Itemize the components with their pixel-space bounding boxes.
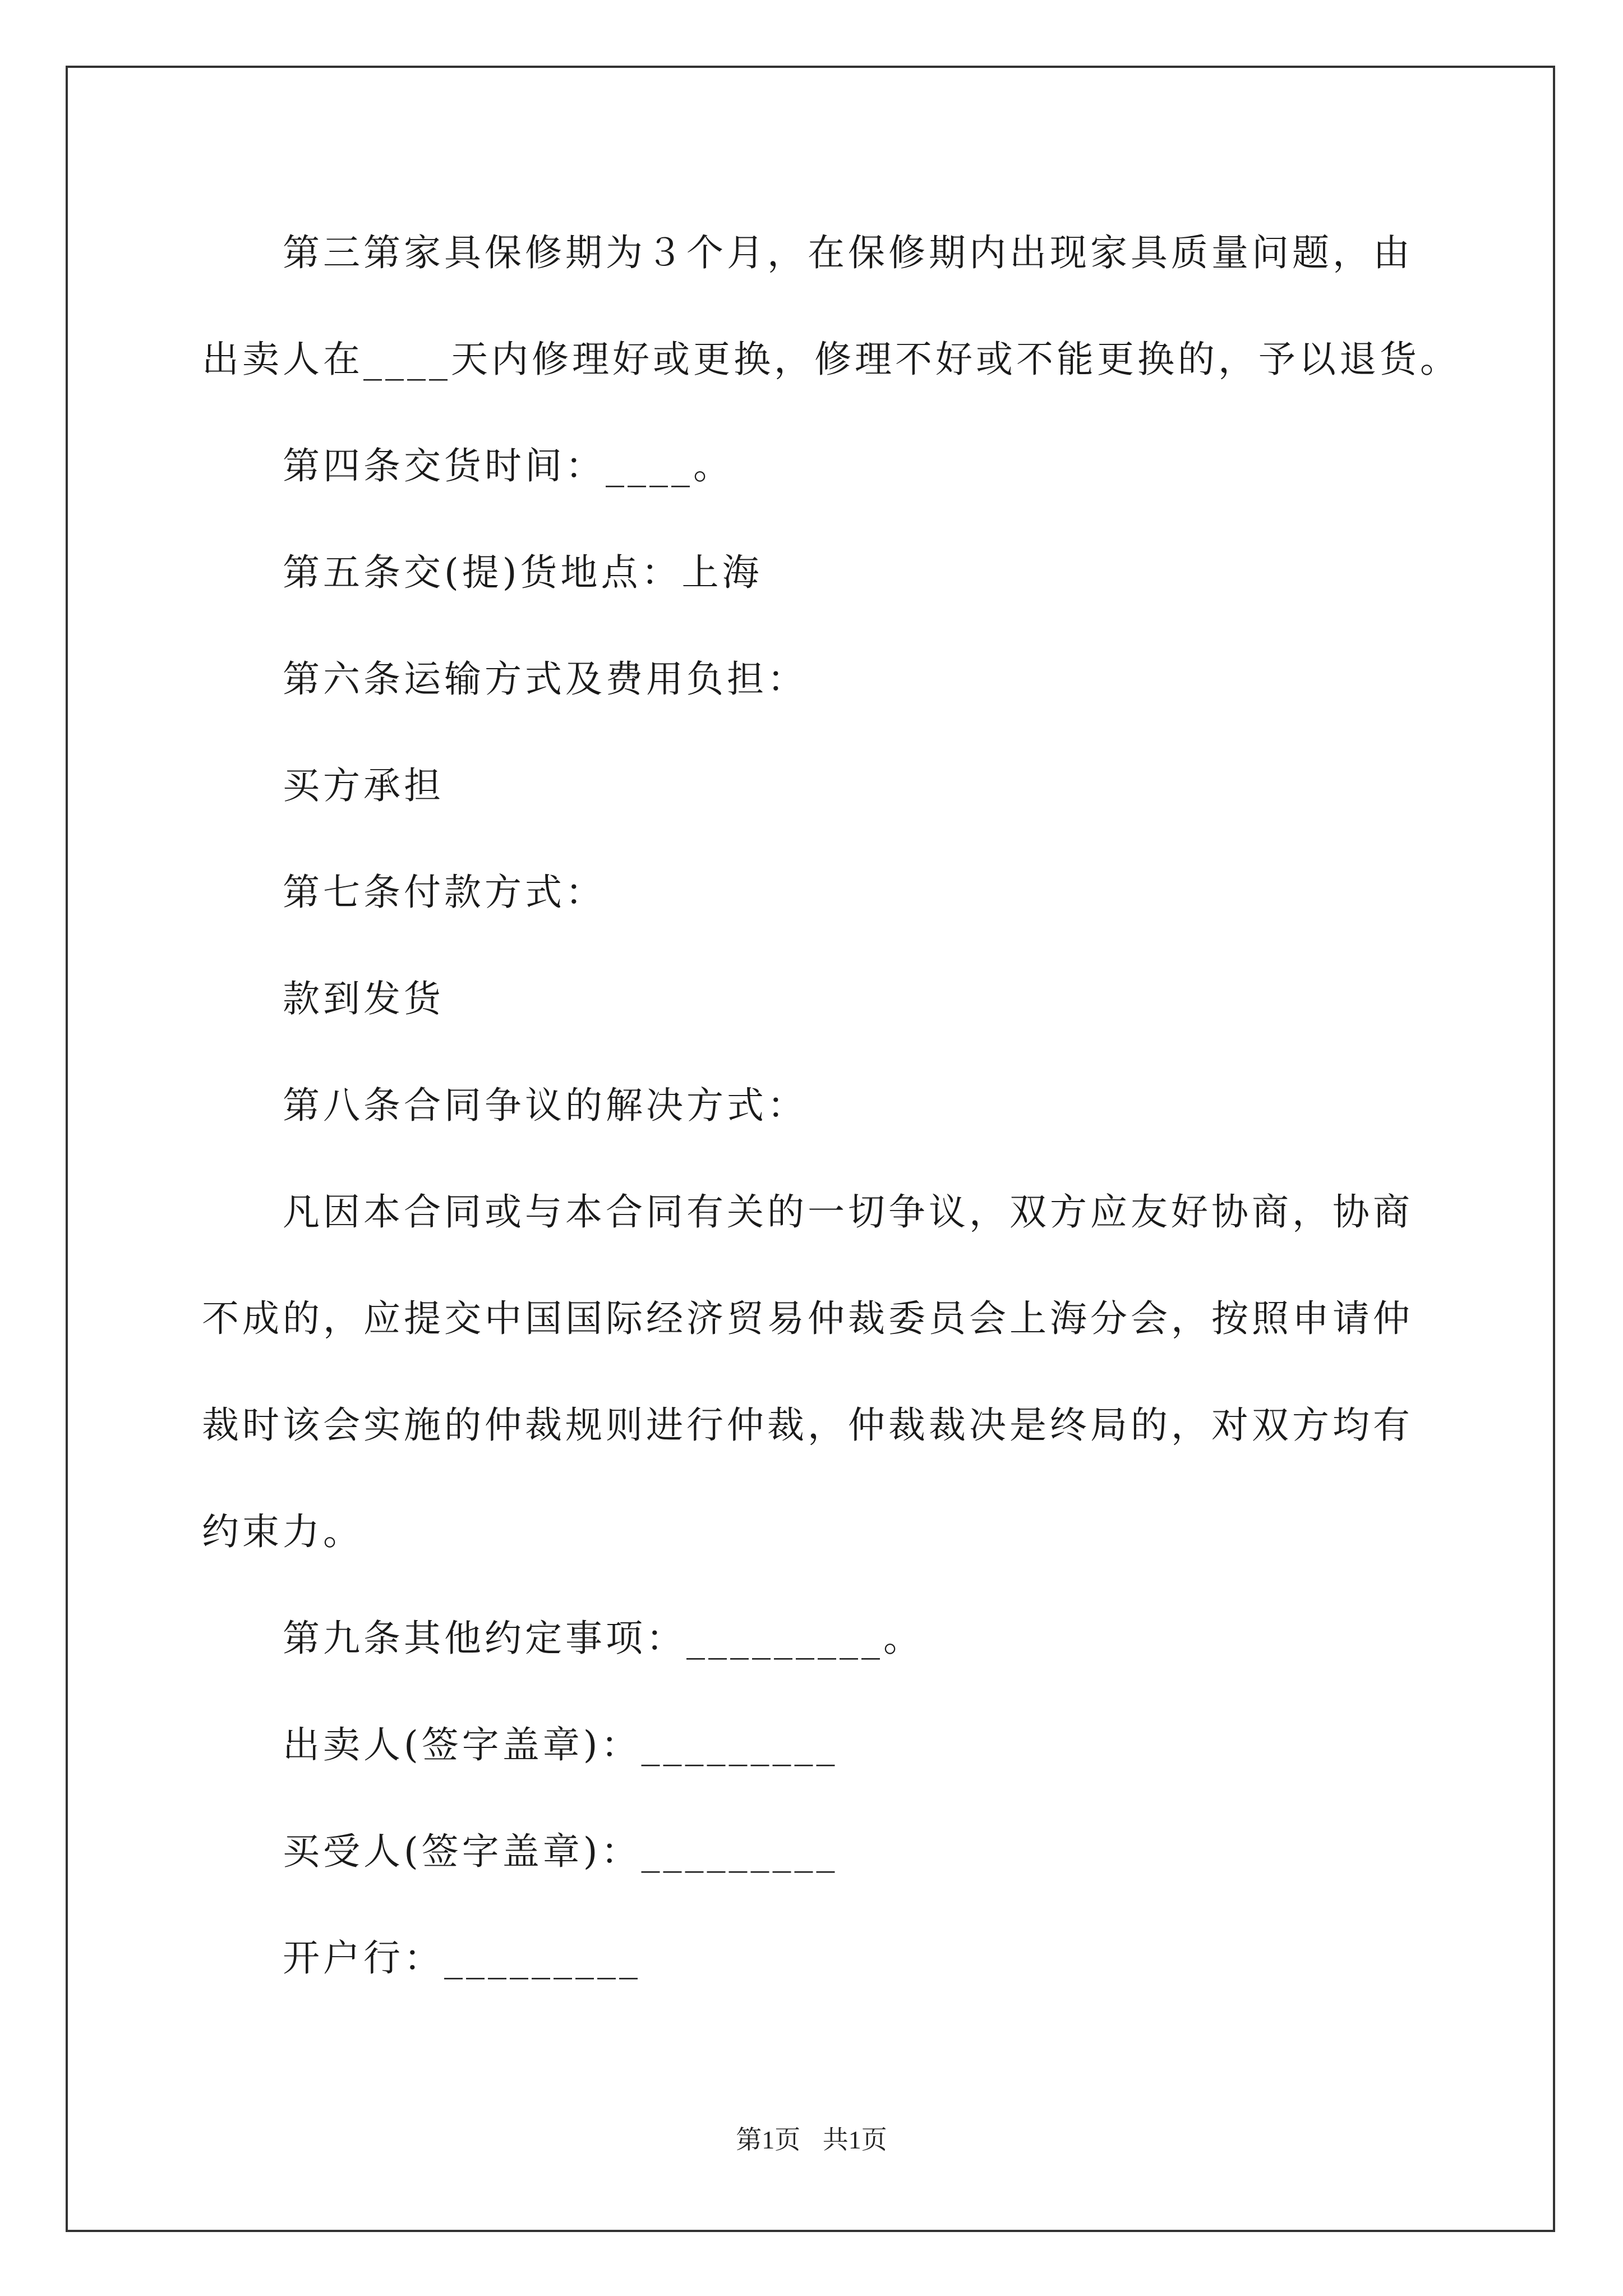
clause-8-heading: 第八条合同争议的解决方式： bbox=[283, 1084, 808, 1127]
clause-6-heading: 第六条运输方式及费用负担： bbox=[283, 657, 808, 701]
clause-9: 第九条其他约定事项：_________。 bbox=[283, 1617, 924, 1660]
clause-5: 第五条交(提)货地点：上海 bbox=[283, 551, 763, 594]
clause-8-body-line-1: 凡因本合同或与本合同有关的一切争议，双方应友好协商，协商 bbox=[283, 1190, 1413, 1234]
clause-4: 第四条交货时间：____。 bbox=[283, 444, 734, 487]
clause-3-line-1: 第三第家具保修期为３个月，在保修期内出现家具质量问题，由 bbox=[283, 231, 1413, 274]
clause-8-body-line-4: 约束力。 bbox=[202, 1510, 363, 1553]
clause-8-body-line-2: 不成的，应提交中国国际经济贸易仲裁委员会上海分会，按照申请仲 bbox=[202, 1297, 1413, 1340]
clause-6-body: 买方承担 bbox=[283, 764, 444, 807]
clause-7-body: 款到发货 bbox=[283, 977, 444, 1020]
buyer-signature: 买受人(签字盖章)：_________ bbox=[283, 1830, 838, 1873]
clause-7-heading: 第七条付款方式： bbox=[283, 871, 606, 914]
page-border bbox=[66, 66, 1555, 2232]
clause-3-line-2: 出卖人在____天内修理好或更换，修理不好或不能更换的，予以退货。 bbox=[202, 338, 1460, 381]
seller-signature: 出卖人(签字盖章)：_________ bbox=[283, 1723, 838, 1766]
clause-8-body-line-3: 裁时该会实施的仲裁规则进行仲裁，仲裁裁决是终局的，对双方均有 bbox=[202, 1404, 1413, 1447]
bank-field: 开户行：_________ bbox=[283, 1936, 641, 1980]
page-footer bbox=[0, 2127, 1623, 2153]
page-current: 第1页 bbox=[736, 2125, 801, 2154]
page-total: 共1页 bbox=[822, 2125, 887, 2154]
